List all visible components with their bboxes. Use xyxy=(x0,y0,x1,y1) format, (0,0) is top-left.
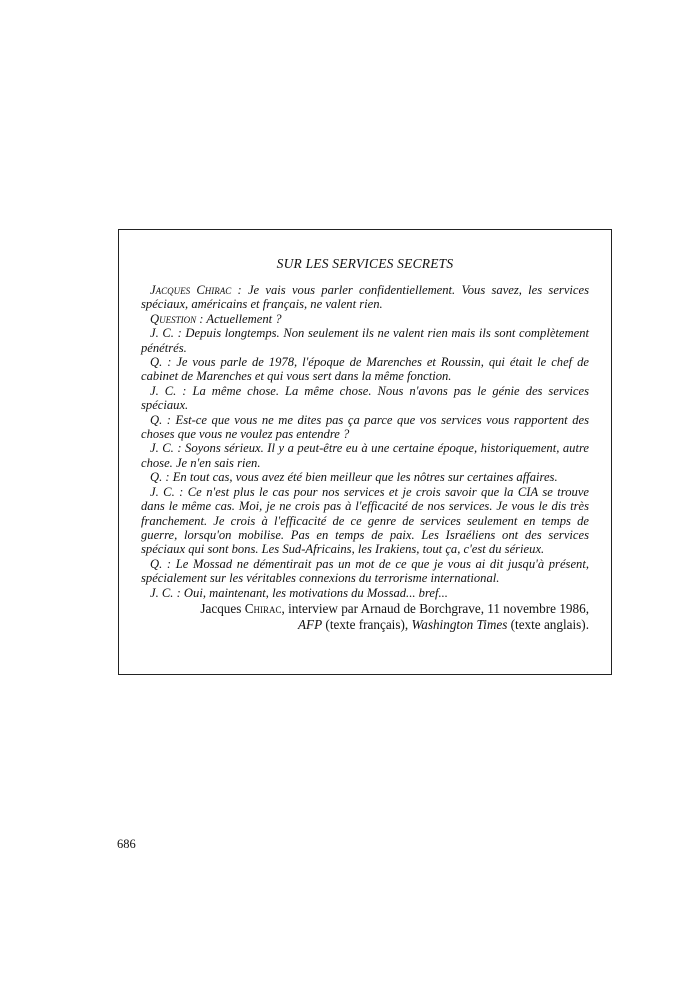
citation-author-last: Chirac xyxy=(244,601,282,616)
speaker: Question xyxy=(150,311,197,326)
paragraph-text: : Soyons sérieux. Il y a peut-être eu à une certaine époque, historiquement, autre chose. Je n'en sais rien. xyxy=(141,441,590,470)
quote-box xyxy=(118,229,612,675)
paragraph-text: : Je vais vous parler confidentiellement. Vous savez, les services spéciaux, américains et français, ne valent rien. xyxy=(141,283,589,312)
interview-text xyxy=(141,283,589,600)
paragraph-9 xyxy=(141,485,589,557)
speaker: J. C. xyxy=(150,441,174,456)
paragraph-text: : La même chose. La même chose. Nous n'avons pas le génie des services spéciaux. xyxy=(141,383,589,413)
paragraph-text: : Je vous parle de 1978, l'époque de Marenches et Roussin, qui était le chef de cabinet de Marenches et qui vous sert dans la même fonction. xyxy=(141,355,589,384)
paragraph-1 xyxy=(141,283,589,312)
speaker: J. C. xyxy=(150,383,177,398)
paragraph-10 xyxy=(141,557,589,586)
source-citation xyxy=(149,601,589,632)
speaker: J. C. xyxy=(150,484,175,499)
speaker: J. C. xyxy=(150,585,174,600)
citation-line-1 xyxy=(149,601,589,617)
paragraph-8 xyxy=(141,470,589,484)
box-title: SUR LES SERVICES SECRETS xyxy=(276,256,454,271)
paragraph-text: : En tout cas, vous avez été bien meilleur que les nôtres sur certaines affaires. xyxy=(162,470,558,485)
citation-details: , interview par Arnaud de Borchgrave, 11 novembre 1986, xyxy=(281,601,589,616)
paragraph-text: : Oui, maintenant, les motivations du Mossad... bref... xyxy=(173,585,448,600)
citation-afp: AFP xyxy=(297,616,323,632)
paragraph-11 xyxy=(141,586,589,600)
speaker: Q. xyxy=(150,412,163,427)
paragraph-2 xyxy=(141,312,589,326)
paragraph-3 xyxy=(141,326,589,355)
paragraph-5 xyxy=(141,384,589,413)
speaker: Jacques Chirac xyxy=(150,283,232,297)
paragraph-text: : Depuis longtemps. Non seulement ils ne valent rien mais ils sont complètement pénétrés. xyxy=(141,326,589,355)
citation-afp-note: (texte français), xyxy=(322,616,412,632)
paragraph-text: : Est-ce que vous ne me dites pas ça parce que vos services vous rapportent des choses que vous ne voulez pas entendre ? xyxy=(141,412,589,442)
speaker: Q. xyxy=(150,470,163,485)
speaker: Q. xyxy=(150,355,163,370)
citation-times-note: (texte anglais). xyxy=(507,616,589,632)
paragraph-text: : Ce n'est plus le cas pour nos services et je crois savoir que la CIA se trouve dans le même cas. Moi, je ne crois pas à l'efficacité de nos services. Je vous le dis très franchement. Je crois à l'efficacité de ce genre de services seulement en temps de guerre, lorsqu'on mobilise. Pas en temps de paix. Les Israéliens ont des services spéciaux qui sont bons. Les Sud-Africains, les Irakiens, tout ça, c'est du sérieux. xyxy=(141,484,589,557)
paragraph-text: : Le Mossad ne démentirait pas un mot de ce que je vous ai dit jusqu'à présent, spécialement sur les véritables connexions du terrorisme international. xyxy=(141,556,589,586)
paragraph-text: : Actuellement ? xyxy=(196,311,282,326)
speaker: J. C. xyxy=(150,326,174,341)
citation-author-first: Jacques xyxy=(200,601,245,616)
speaker: Q. xyxy=(150,556,163,571)
citation-times: Washington Times xyxy=(411,616,508,632)
paragraph-4 xyxy=(141,355,589,384)
paragraph-6 xyxy=(141,413,589,442)
page-number: 686 xyxy=(117,837,136,851)
paragraph-7 xyxy=(141,441,589,470)
citation-line-2 xyxy=(149,617,589,633)
